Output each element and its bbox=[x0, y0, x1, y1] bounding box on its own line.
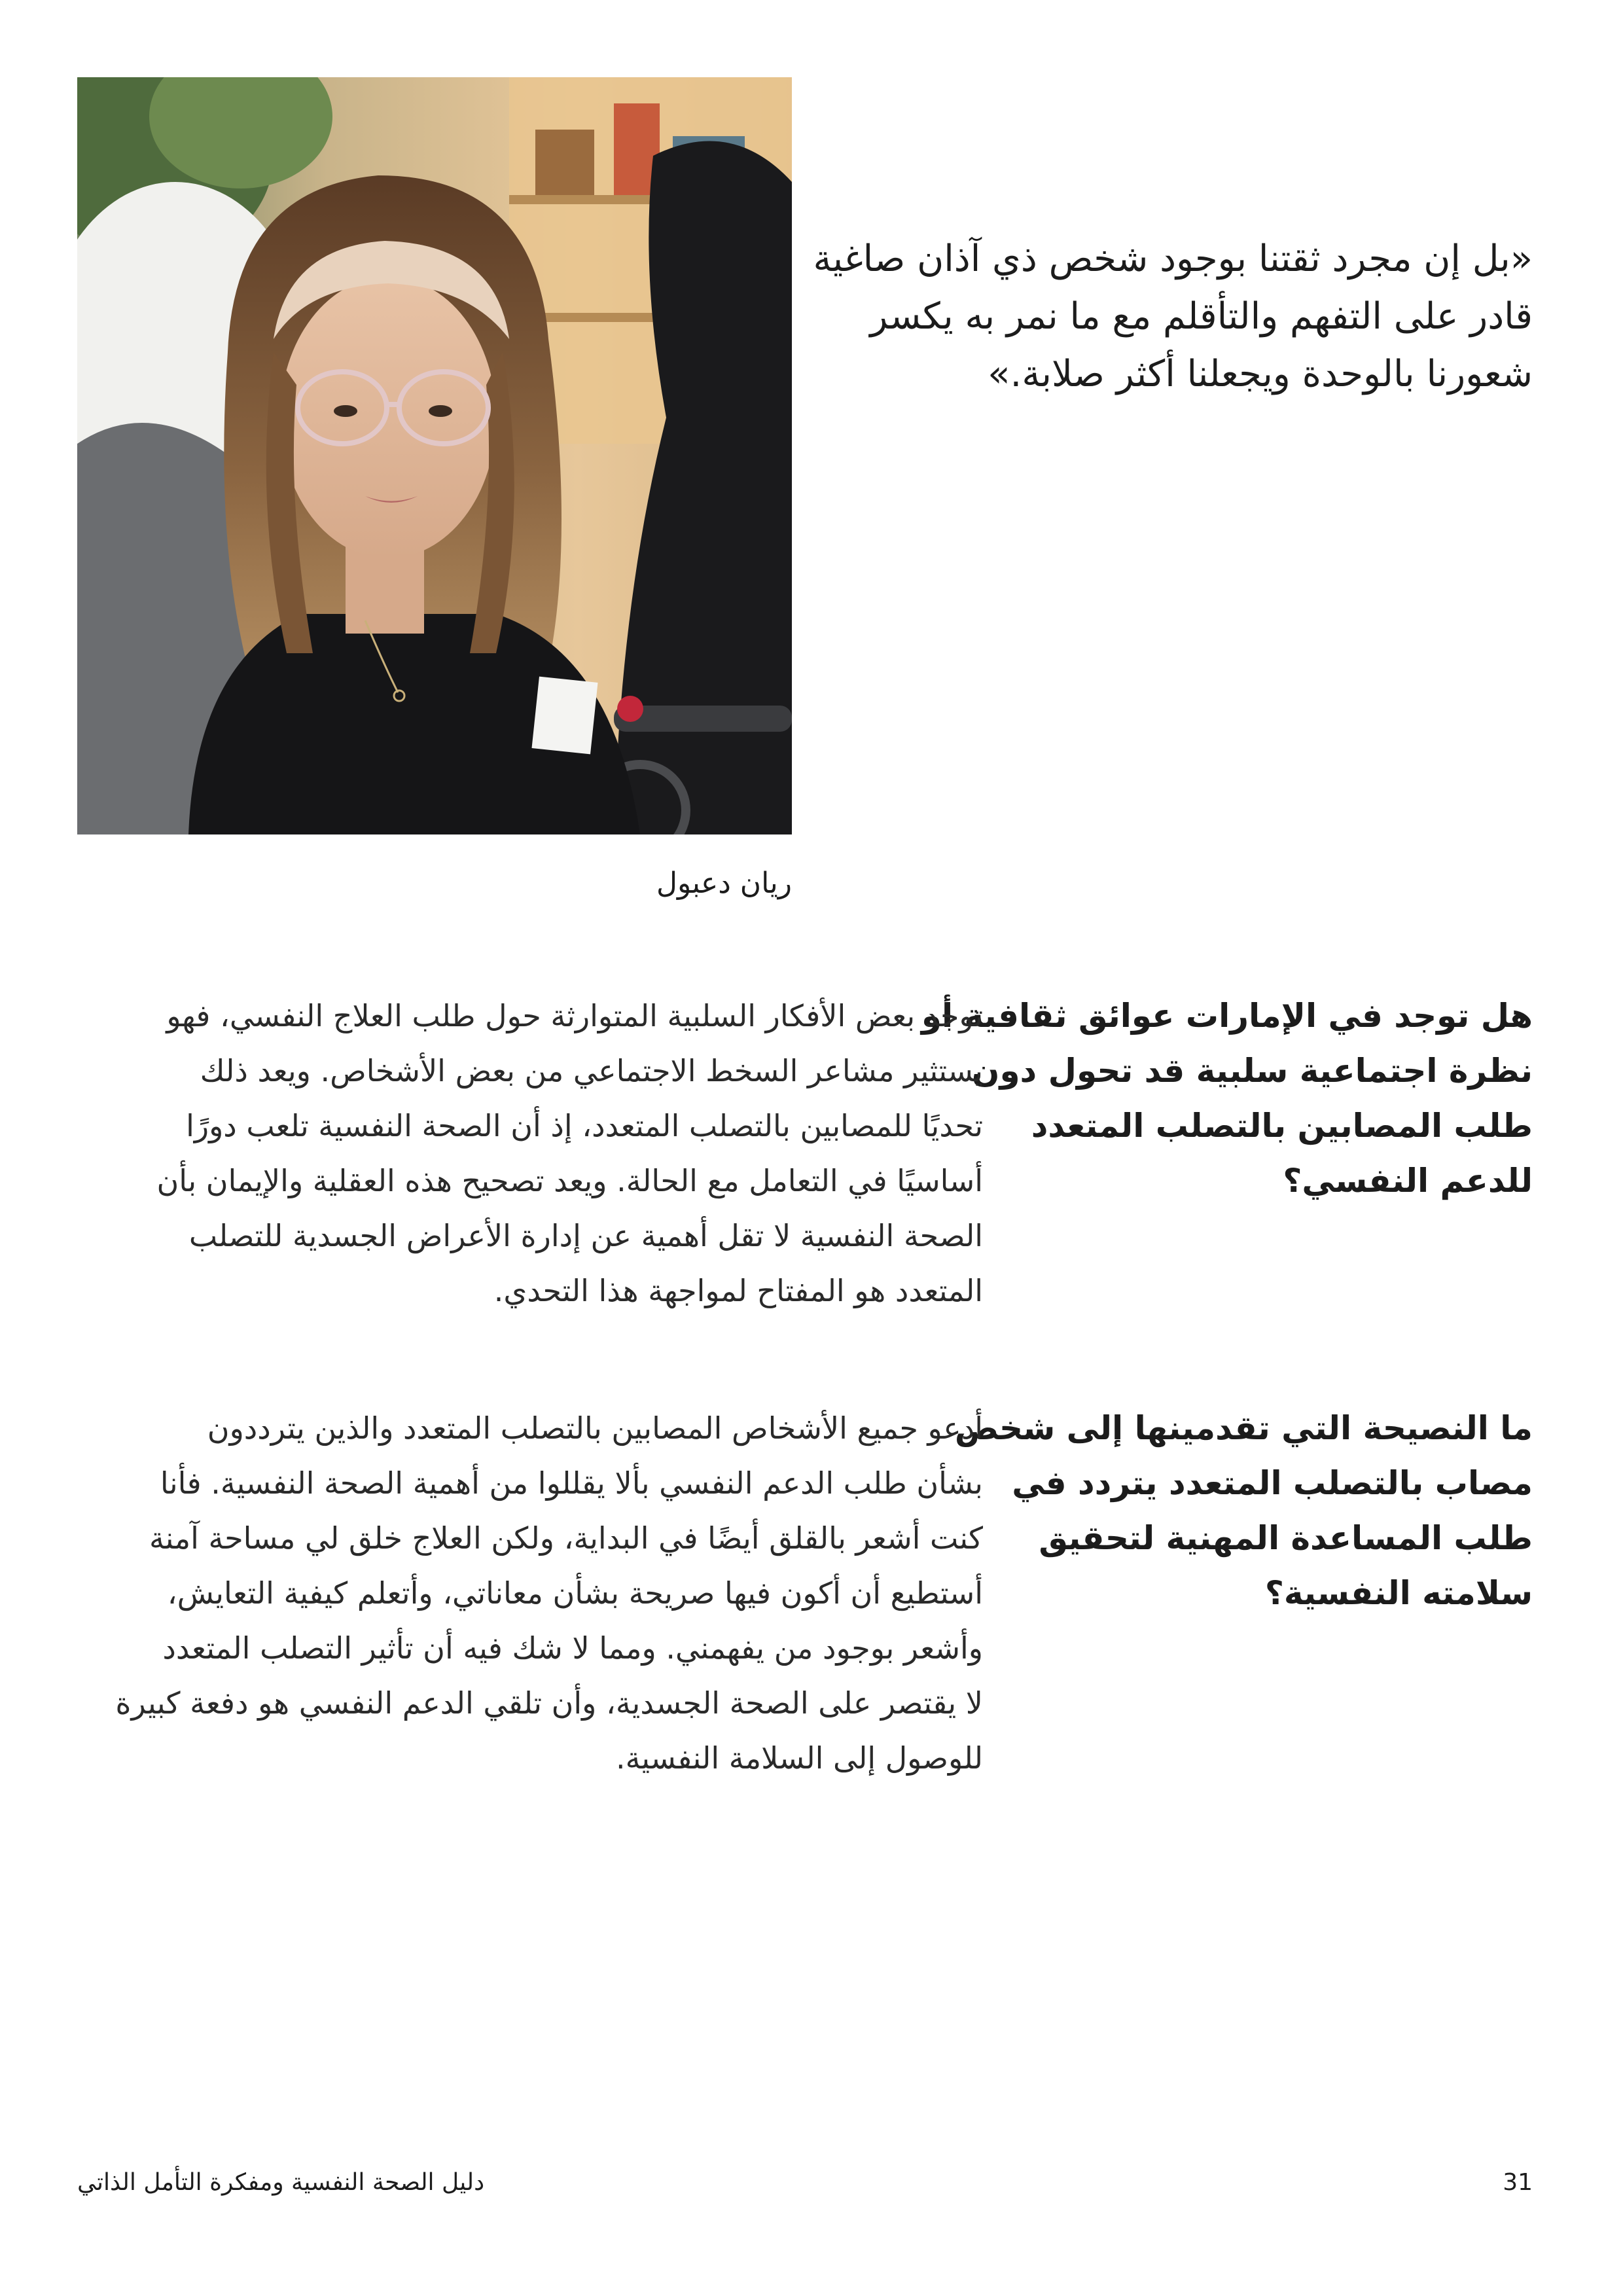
answer-2 bbox=[80, 1401, 983, 1785]
question-2 bbox=[954, 1401, 1533, 1621]
answer-line: يستثير مشاعر السخط الاجتماعي من بعض الأشخاص. ويعد ذلك bbox=[200, 1053, 983, 1088]
answer-line: الصحة النفسية لا تقل أهمية عن إدارة الأعراض الجسدية للتصلب bbox=[188, 1218, 983, 1253]
answer-line: أدعو جميع الأشخاص المصابين بالتصلب المتعدد والذين يترددون bbox=[207, 1410, 983, 1446]
answer-line: وأشعر بوجود من يفهمني. ومما لا شك فيه أن تأثير التصلب المتعدد bbox=[162, 1630, 983, 1666]
question-line: هل توجد في الإمارات عوائق ثقافية أو bbox=[921, 997, 1533, 1035]
question-line: سلامته النفسية؟ bbox=[1264, 1574, 1533, 1612]
question-line: مصاب بالتصلب المتعدد يتردد في bbox=[1012, 1464, 1533, 1502]
question-line: للدعم النفسي؟ bbox=[1283, 1162, 1533, 1200]
portrait-illustration bbox=[77, 77, 792, 834]
answer-line: كنت أشعر بالقلق أيضًا في البداية، ولكن العلاج خلق لي مساحة آمنة bbox=[149, 1520, 983, 1556]
page-number: 31 bbox=[1503, 2169, 1533, 2196]
portrait-photo bbox=[77, 77, 792, 834]
answer-line: توجد بعض الأفكار السلبية المتوارثة حول طلب العلاج النفسي، فهو bbox=[166, 998, 983, 1033]
photo-caption: ريان دعبول bbox=[656, 867, 792, 900]
footer-title: دليل الصحة النفسية ومفكرة التأمل الذاتي bbox=[77, 2169, 485, 2196]
question-line: ما النصيحة التي تقدمينها إلى شخص bbox=[954, 1409, 1533, 1447]
pull-quote bbox=[813, 230, 1533, 403]
question-line: طلب المصابين بالتصلب المتعدد bbox=[1031, 1107, 1533, 1145]
answer-1 bbox=[80, 988, 983, 1318]
question-line: طلب المساعدة المهنية لتحقيق bbox=[1039, 1519, 1533, 1557]
quote-line: قادر على التفهم والتأقلم مع ما نمر به يكسر bbox=[870, 295, 1533, 338]
answer-line: لا يقتصر على الصحة الجسدية، وأن تلقي الدعم النفسي هو دفعة كبيرة bbox=[115, 1685, 983, 1721]
question-line: نظرة اجتماعية سلبية قد تحول دون bbox=[971, 1052, 1533, 1090]
question-1 bbox=[921, 988, 1533, 1208]
answer-line: المتعدد هو المفتاح لمواجهة هذا التحدي. bbox=[493, 1273, 983, 1308]
answer-line: تحديًا للمصابين بالتصلب المتعدد، إذ أن الصحة النفسية تلعب دورًا bbox=[186, 1108, 983, 1143]
quote-line: شعورنا بالوحدة ويجعلنا أكثر صلابة.» bbox=[988, 353, 1533, 395]
answer-line: للوصول إلى السلامة النفسية. bbox=[616, 1740, 983, 1776]
answer-line: بشأن طلب الدعم النفسي بألا يقللوا من أهمية الصحة النفسية. فأنا bbox=[160, 1465, 983, 1501]
quote-line: «بل إن مجرد ثقتنا بوجود شخص ذي آذان صاغية bbox=[813, 238, 1533, 280]
answer-line: أستطيع أن أكون فيها صريحة بشأن معاناتي، وأتعلم كيفية التعايش، bbox=[167, 1575, 983, 1611]
answer-line: أساسيًا في التعامل مع الحالة. ويعد تصحيح هذه العقلية والإيمان بأن bbox=[156, 1163, 983, 1198]
